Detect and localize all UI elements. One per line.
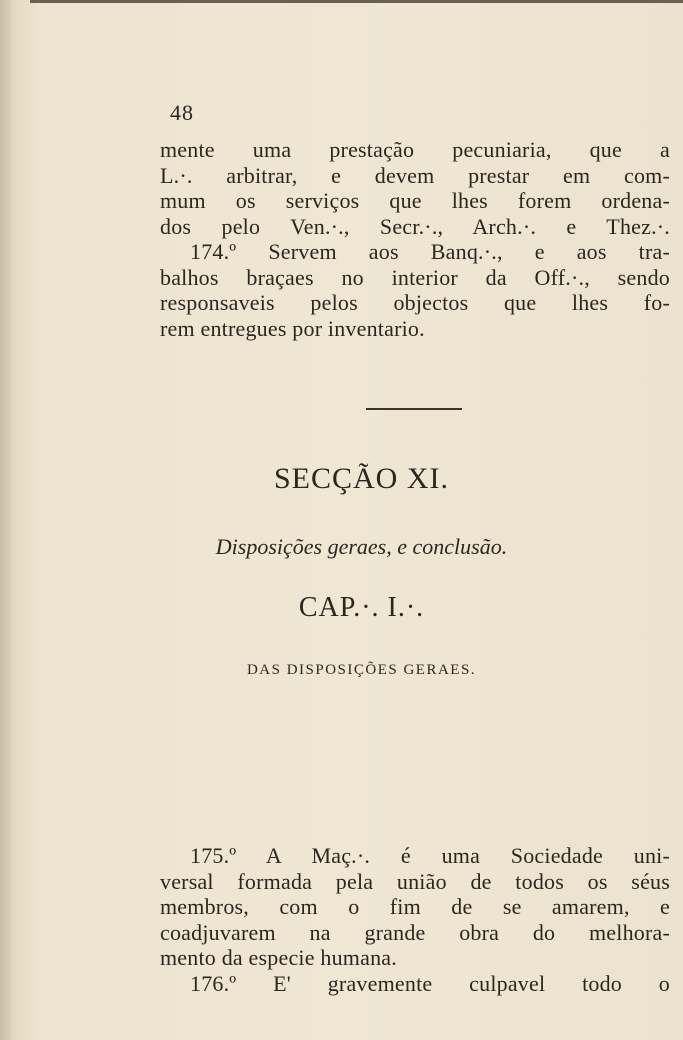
text-line: mum os serviços que lhes forem ordena- [160, 188, 670, 213]
section-subtitle: Disposições geraes, e conclusão. [215, 534, 508, 559]
section-heading: SECÇÃO XI. [273, 462, 449, 495]
page-top-edge [30, 0, 683, 3]
text-line: balhos braçaes no interior da Off.·., sendo [160, 264, 670, 290]
chapter-heading: CAP.·. I.·. [298, 592, 425, 623]
text-line: membros, com o fim de se amarem, e [160, 894, 670, 919]
text-line: L.·. arbitrar, e devem prestar em com- [160, 162, 670, 188]
section-divider [366, 408, 462, 410]
text-line: mento da especie humana. [160, 945, 397, 970]
text-line: versal formada pela união de todos os séus [160, 868, 670, 894]
text-line: 176.º E' gravemente culpavel todo o [190, 970, 670, 996]
text-line: dos pelo Ven.·., Secr.·., Arch.·. e Thez.·. [160, 213, 670, 239]
text-line: responsaveis pelos objectos que lhes fo- [160, 290, 670, 315]
text-line: rem entregues por inventario. [160, 315, 425, 341]
text-line: 174.º Servem aos Banq.·., e aos tra- [190, 239, 670, 264]
text-line: mente uma prestação pecuniaria, que a [160, 137, 670, 162]
text-line: 175.º A Maç.·. é uma Sociedade uni- [190, 843, 670, 868]
text-line: coadjuvarem na grande obra do melhora- [160, 919, 670, 945]
page-binding-edge [0, 0, 12, 1040]
paragraph-2 [160, 843, 670, 996]
page-number: 48 [170, 100, 194, 125]
chapter-title: DAS DISPOSIÇÕES GERAES. [246, 662, 477, 678]
paragraph-1 [160, 137, 670, 341]
